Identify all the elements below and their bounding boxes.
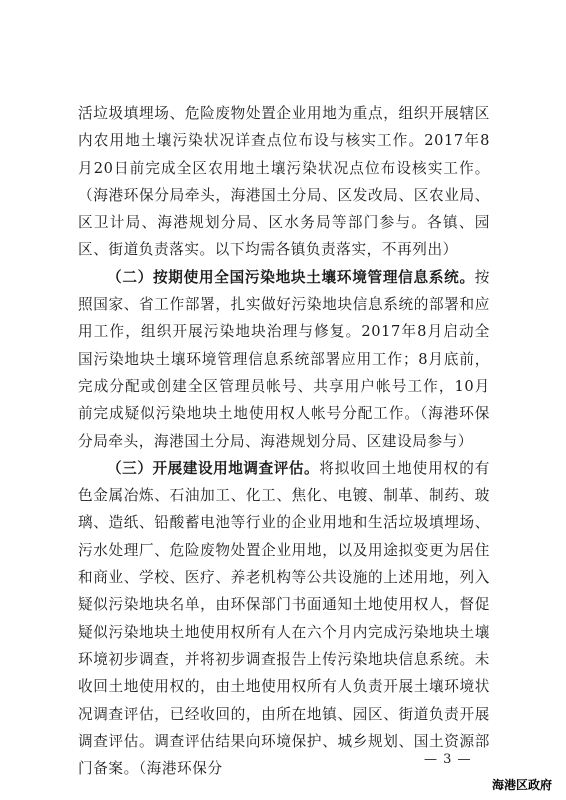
paragraph-1: 活垃圾填埋场、危险废物处置企业用地为重点，组织开展辖区内农用地土壤污染状况详查点位布设与核实工作。2017年8月20日前完成全区农用地土壤污染状况点位布设核实工作。（海港环保分局牵头，海港国土分局、区发改局、区农业局、区卫计局、海港规划分局、区水务局等部门参与。各镇、园区、街道负责落实。以下均需各镇负责落实，不再列出）: [78, 105, 490, 259]
source-watermark: 海港区政府: [492, 778, 553, 792]
paragraph-3: [78, 455, 490, 783]
document-body: [78, 100, 490, 782]
section-text-3: 将拟收回土地使用权的有色金属冶炼、石油加工、化工、焦化、电镀、制革、制药、玻璃、造纸、铅酸蓄电池等行业的企业用地和生活垃圾填埋场、污水处理厂、危险废物处置企业用地，以及用途拟变更为居住和商业、学校、医疗、养老机构等公共设施的上述用地，列入疑似污染地块名单，由环保部门书面通知土地使用权人，督促疑似污染地块土地使用权所有人在六个月内完成污染地块土壤环境初步调查，并将初步调查报告上传污染地块信息系统。未收回土地使用权的，由土地使用权所有人负责开展土壤环境状况调查评估，已经收回的，由所在地镇、园区、街道负责开展调查评估。调查评估结果向环境保护、城乡规划、国土资源部门备案。（海港环保分: [78, 459, 490, 778]
paragraph-2: [78, 264, 490, 455]
section-heading-3: （三）开展建设用地调查评估。: [107, 459, 320, 477]
section-text-2: 按照国家、省工作部署，扎实做好污染地块信息系统的部署和应用工作，组织开展污染地块治理与修复。2017年8月启动全国污染地块土壤环境管理信息系统部署应用工作；8月底前，完成分配或创建全区管理员帐号、共享用户帐号工作，10月前完成疑似污染地块土地使用权人帐号分配工作。（海港环保分局牵头，海港国土分局、海港规划分局、区建设局参与）: [78, 268, 490, 450]
section-heading-2: （二）按期使用全国污染地块土壤环境管理信息系统。: [107, 268, 475, 286]
page-number: — 3 —: [424, 752, 472, 767]
